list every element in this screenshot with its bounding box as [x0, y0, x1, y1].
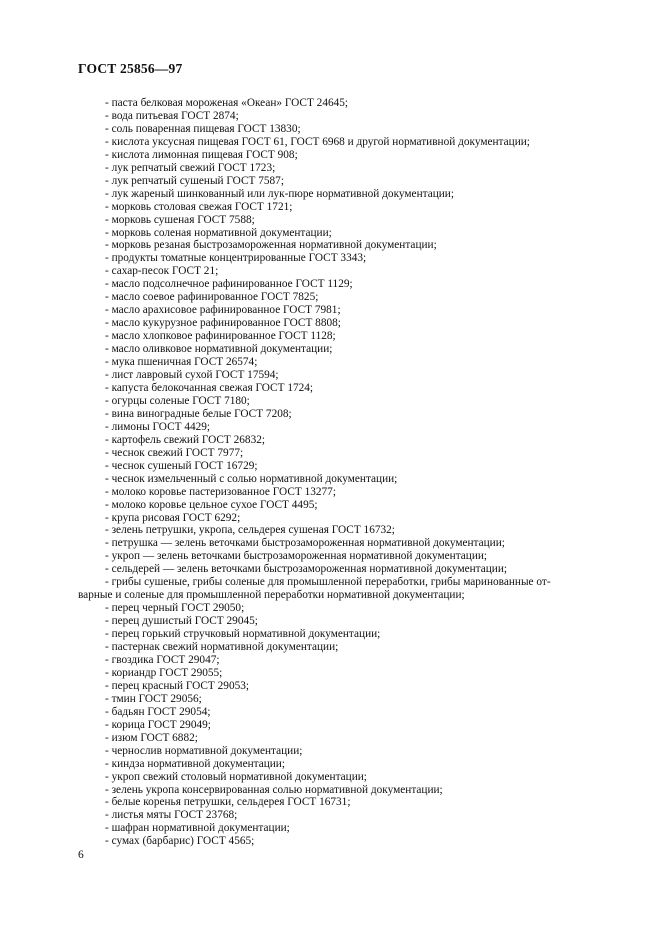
list-item: - корица ГОСТ 29049; — [105, 718, 211, 731]
list-item: - масло оливковое нормативной документации; — [105, 343, 333, 356]
list-item: - бадьян ГОСТ 29054; — [105, 705, 211, 718]
list-item: - масло кукурузное рафинированное ГОСТ 8808; — [105, 317, 341, 330]
list-item: - киндза нормативной документации; — [105, 757, 285, 770]
list-item-continuation: варные и соленые для промышленной переработки нормативной документации; — [78, 589, 465, 602]
list-item: - соль поваренная пищевая ГОСТ 13830; — [105, 122, 301, 135]
list-item: - изюм ГОСТ 6882; — [105, 731, 198, 744]
list-item: - перец черный ГОСТ 29050; — [105, 602, 245, 615]
list-item: - грибы сушеные, грибы соленые для промышленной переработки, грибы маринованные от- — [105, 576, 551, 589]
page-number: 6 — [78, 849, 84, 861]
list-item: - белые коренья петрушки, сельдерея ГОСТ 16731; — [105, 796, 351, 809]
list-item: - картофель свежий ГОСТ 26832; — [105, 433, 266, 446]
list-item: - листья мяты ГОСТ 23768; — [105, 809, 238, 822]
list-item: - лист лавровый сухой ГОСТ 17594; — [105, 369, 279, 382]
list-item: - чеснок сушеный ГОСТ 16729; — [105, 459, 258, 472]
list-item: - чеснок измельченный с солью нормативной документации; — [105, 472, 398, 485]
list-item: - лук репчатый сушеный ГОСТ 7587; — [105, 174, 284, 187]
list-item: - мука пшеничная ГОСТ 26574; — [105, 356, 258, 369]
list-item: - продукты томатные концентрированные ГОСТ 3343; — [105, 252, 367, 265]
list-item: - молоко коровье цельное сухое ГОСТ 4495; — [105, 498, 318, 511]
list-item: - перец горький стручковый нормативной документации; — [105, 628, 381, 641]
list-item: - лук жареный шинкованный или лук-пюре нормативной документации; — [105, 187, 454, 200]
list-item: - лимоны ГОСТ 4429; — [105, 420, 211, 433]
list-item: - морковь столовая свежая ГОСТ 1721; — [105, 200, 293, 213]
list-item: - гвоздика ГОСТ 29047; — [105, 653, 220, 666]
list-item: - огурцы соленые ГОСТ 7180; — [105, 394, 250, 407]
list-item: - лук репчатый свежий ГОСТ 1723; — [105, 161, 276, 174]
list-item: - зелень петрушки, укропа, сельдерея сушеная ГОСТ 16732; — [105, 524, 395, 537]
list-item: - вина виноградные белые ГОСТ 7208; — [105, 407, 292, 420]
list-item: - масло подсолнечное рафинированное ГОСТ 1129; — [105, 278, 353, 291]
list-item: - сахар-песок ГОСТ 21; — [105, 265, 219, 278]
list-item: - кориандр ГОСТ 29055; — [105, 666, 223, 679]
list-item: - зелень укропа консервированная солью нормативной документации; — [105, 783, 443, 796]
ingredient-list — [78, 97, 598, 848]
list-item: - чеснок свежий ГОСТ 7977; — [105, 446, 244, 459]
list-item: - кислота лимонная пищевая ГОСТ 908; — [105, 148, 298, 161]
list-item: - сумах (барбарис) ГОСТ 4565; — [105, 835, 255, 848]
list-item: - морковь соленая нормативной документации; — [105, 226, 332, 239]
list-item: - морковь сушеная ГОСТ 7588; — [105, 213, 255, 226]
list-item: - паста белковая мороженая «Океан» ГОСТ 24645; — [105, 97, 349, 109]
list-item: - молоко коровье пастеризованное ГОСТ 13277; — [105, 485, 336, 498]
list-item: - масло хлопковое рафинированное ГОСТ 1128; — [105, 330, 336, 343]
list-item: - вода питьевая ГОСТ 2874; — [105, 109, 239, 122]
list-item: - морковь резаная быстрозамороженная нормативной документации; — [105, 239, 437, 252]
list-item: - крупа рисовая ГОСТ 6292; — [105, 511, 241, 524]
document-header: ГОСТ 25856—97 — [78, 61, 183, 76]
list-item: - кислота уксусная пищевая ГОСТ 61, ГОСТ 6968 и другой нормативной документации; — [105, 135, 530, 148]
list-item: - петрушка — зелень веточками быстрозамороженная нормативной документации; — [105, 537, 505, 550]
list-item: - масло арахисовое рафинированное ГОСТ 7981; — [105, 304, 341, 317]
list-item: - перец красный ГОСТ 29053; — [105, 679, 250, 692]
list-item: - пастернак свежий нормативной документации; — [105, 641, 339, 654]
list-item: - сельдерей — зелень веточками быстрозамороженная нормативной документации; — [105, 563, 508, 576]
list-item: - капуста белокочанная свежая ГОСТ 1724; — [105, 381, 314, 394]
list-item: - укроп — зелень веточками быстрозамороженная нормативной документации; — [105, 550, 488, 563]
list-item: - масло соевое рафинированное ГОСТ 7825; — [105, 291, 319, 304]
list-item: - перец душистый ГОСТ 29045; — [105, 615, 258, 628]
list-item: - укроп свежий столовый нормативной документации; — [105, 770, 367, 783]
list-item: - шафран нормативной документации; — [105, 822, 290, 835]
list-item: - тмин ГОСТ 29056; — [105, 692, 202, 705]
list-item: - чернослив нормативной документации; — [105, 744, 303, 757]
